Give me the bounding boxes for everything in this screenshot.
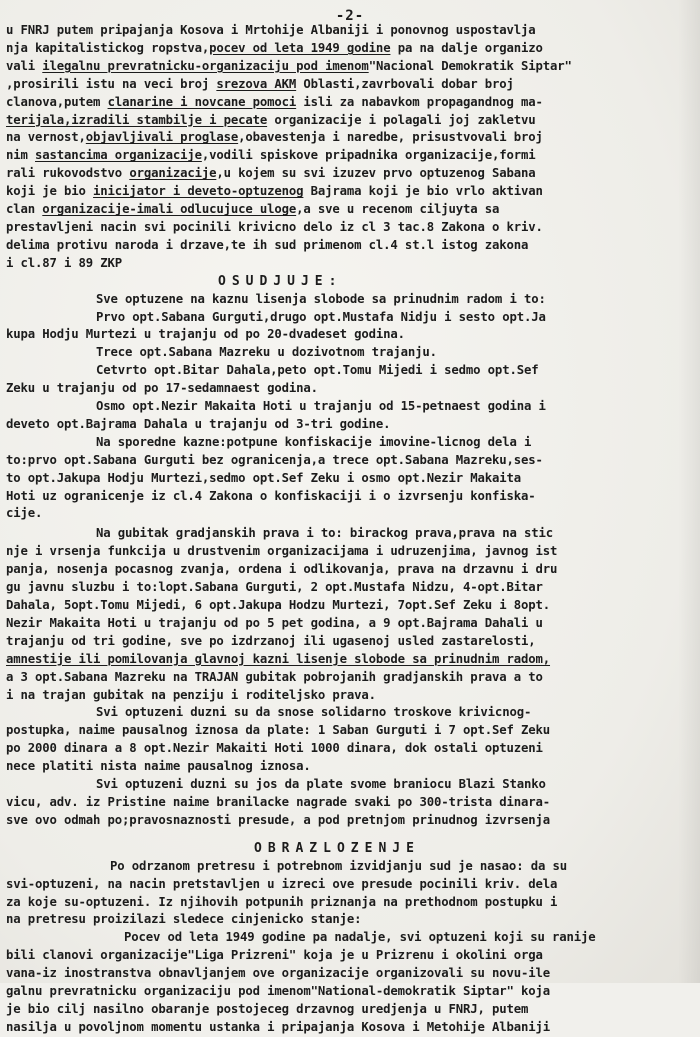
text-line — [6, 362, 690, 380]
text-line — [6, 965, 690, 983]
text-line — [6, 112, 690, 130]
text-run: clanova,putem — [6, 94, 108, 109]
text-run: na pretresu proizilazi sledece cinjenicko stanje: — [6, 912, 362, 927]
text-run: nim — [6, 148, 36, 163]
text-line — [6, 505, 690, 523]
text-line — [6, 22, 690, 40]
text-line — [6, 669, 690, 687]
section-heading: OSUDJUJE: — [218, 273, 343, 289]
text-run: Cetvrto opt.Bitar Dahala,peto opt.Tomu Mijedi i sedmo opt.Sef — [96, 363, 539, 378]
text-run: Dahala, 5opt.Tomu Mijedi, 6 opt.Jakupa Hodzu Murtezi, 7opt.Sef Zeku i 8opt. — [6, 598, 551, 612]
text-run: Po odrzanom pretresu i potrebnom izvidjanju sud je nasao: da su — [110, 858, 567, 873]
underlined-text: objavljivali proglase — [85, 130, 239, 145]
text-line — [6, 94, 690, 112]
text-line — [6, 722, 690, 740]
text-run: organizacije i polagali joj zakletvu — [267, 112, 536, 127]
text-run: nece platiti nista naime pausalnog iznosa. — [6, 759, 311, 774]
document-body — [6, 22, 690, 1037]
text-line — [6, 309, 690, 327]
text-line — [6, 488, 690, 506]
text-line — [6, 58, 690, 76]
text-line — [6, 76, 690, 94]
text-line — [6, 237, 690, 255]
text-line — [6, 255, 690, 273]
text-run: Bajrama koji je bio vrlo aktivan — [303, 184, 543, 199]
text-run: Osmo opt.Nezir Makaita Hoti u trajanju od 15-petnaest godina i — [96, 399, 546, 414]
text-run: ,prosirili istu na veci broj — [6, 76, 217, 91]
text-run: postupka, naime pausalnog iznosa da plate: 1 Saban Gurguti i 7 opt.Sef Zeku — [6, 723, 551, 738]
text-run: Prvo opt.Sabana Gurguti,drugo opt.Mustafa Nidju i sesto opt.Ja — [96, 309, 546, 324]
text-line — [6, 740, 690, 758]
text-line — [6, 794, 690, 812]
text-run: svi-optuzeni, na nacin pretstavljen u izreci ove presude pocinili kriv. dela — [6, 876, 558, 891]
text-run: Svi optuzeni duzni su jos da plate svome braniocu Blazi Stanko — [96, 777, 546, 792]
text-run: galnu prevratnicku organizaciju pod imenom"National-demokratik Siptar" koja — [6, 984, 551, 999]
text-run: Svi optuzeni duzni su da snose solidarno troskove krivicnog- — [96, 705, 532, 720]
text-line — [6, 543, 690, 561]
text-run: u FNRJ putem pripajanja Kosova i Mrtohije Albaniji i ponovnog uspostavlja — [6, 23, 536, 37]
text-run: ,u kojem su svi izuzev prvo optuzenog Sabana — [216, 166, 536, 181]
section-heading: OBRAZLOZENJE — [254, 840, 420, 856]
text-line — [6, 876, 690, 894]
text-line — [6, 651, 690, 669]
underlined-text: amnestije ili pomilovanja glavnoj kazni lisenje slobode sa prinudnim radom, — [6, 651, 551, 666]
text-run: clan — [6, 202, 43, 217]
underlined-text: organizacije — [129, 166, 217, 181]
text-run: Oblasti,zavrbovali dobar broj — [296, 76, 514, 91]
text-run: Sve optuzene na kaznu lisenja slobode sa prinudnim radom i to: — [96, 291, 546, 306]
text-run: nje i vrsenja funkcija u drustvenim organizacijama i udruzenjima, javnog ist — [6, 544, 558, 559]
text-line — [6, 380, 690, 398]
text-line — [6, 812, 690, 830]
text-run: je bio cilj nasilno obaranje postojeceg drzavnog uredjenja u FNRJ, putem — [6, 1001, 529, 1016]
text-line — [6, 597, 690, 615]
text-run: vicu, adv. iz Pristine naime branilacke nagrade svaki po 300-trista dinara- — [6, 794, 551, 809]
text-line — [6, 561, 690, 579]
text-run: sve ovo odmah po;pravosnaznosti presude, a pod pretnjom prinudnog izvrsenja — [6, 812, 551, 827]
text-line — [6, 344, 690, 362]
text-run: Na gubitak gradjanskih prava i to: birackog prava,prava na stic — [96, 526, 553, 541]
text-run: na vernost, — [6, 130, 86, 145]
text-run: Na sporedne kazne:potpune konfiskacije imovine-licnog dela i — [96, 434, 532, 449]
text-run: to:prvo opt.Sabana Gurguti bez ogranicenja,a trece opt.Sabana Mazreku,ses- — [6, 452, 543, 467]
page-number: -2- — [335, 8, 365, 24]
text-run: po 2000 dinara a 8 opt.Nezir Makaiti Hoti 1000 dinara, dok ostali optuzeni — [6, 741, 543, 756]
text-run: deveto opt.Bajrama Dahala u trajanju od 3-tri godine. — [6, 416, 391, 431]
text-line — [6, 633, 690, 651]
text-run: Zeku u trajanju od po 17-sedamnaest godina. — [6, 381, 318, 396]
text-line — [6, 147, 690, 165]
text-line — [6, 947, 690, 965]
underlined-text: terijala,izradili stambilje i pecate — [6, 112, 268, 127]
text-run: ,vodili spiskove pripadnika organizacije,formi — [201, 148, 536, 163]
text-line — [6, 40, 690, 58]
underlined-text: inicijator i deveto-optuzenog — [93, 184, 304, 199]
text-run: Pocev od leta 1949 godine pa nadalje, svi optuzeni koji su ranije — [124, 930, 596, 945]
text-line — [6, 398, 690, 416]
text-line — [6, 983, 690, 1001]
text-line — [6, 416, 690, 434]
text-line — [6, 201, 690, 219]
text-line — [6, 291, 690, 309]
text-line — [6, 579, 690, 597]
text-run: ,obavestenja i naredbe, prisustvovali broj — [238, 130, 543, 145]
text-run: vana-iz inostranstva obnavljanjem ove organizacije organizovali su novu-ile — [6, 966, 551, 981]
text-line — [6, 434, 690, 452]
text-run: i cl.87 i 89 ZKP — [6, 255, 123, 270]
text-line — [6, 929, 690, 947]
text-run: to opt.Jakupa Hodju Murtezi,sedmo opt.Sef Zeku i osmo opt.Nezir Makaita — [6, 470, 521, 485]
text-line — [6, 1019, 690, 1037]
text-line — [6, 470, 690, 488]
text-run: kupa Hodju Murtezi u trajanju od po 20-dvadeset godina. — [6, 327, 405, 342]
text-run: pa na dalje organizo — [390, 40, 543, 55]
text-run: i na trajan gubitak na penziju i roditeljsko prava. — [6, 687, 376, 702]
text-line — [6, 183, 690, 201]
underlined-text: srezova AKM — [216, 76, 297, 91]
text-line — [6, 687, 690, 705]
text-run: Hoti uz ogranicenje iz cl.4 Zakona o konfiskaciji i o izvrsenju konfiska- — [6, 488, 536, 503]
text-run: ,a sve u recenom ciljuyta sa — [296, 202, 500, 217]
text-run: Nezir Makaita Hoti u trajanju od po 5 pet godina, a 9 opt.Bajrama Dahali u — [6, 615, 543, 630]
text-line — [6, 858, 690, 876]
text-line — [6, 704, 690, 722]
text-line — [6, 894, 690, 912]
text-run: "Nacional Demokratik Siptar" — [368, 58, 572, 73]
text-run: isli za nabavkom propagandnog ma- — [296, 94, 543, 109]
underlined-text: sastancima organizacije — [35, 148, 202, 163]
underlined-text: pocev od leta 1949 godine — [209, 40, 391, 55]
underlined-text: organizacije-imali odlucujuce uloge — [42, 202, 297, 217]
text-run: cije. — [6, 506, 43, 521]
text-run: prestavljeni nacin svi pocinili krivicno delo iz cl 3 tac.8 Zakona o kriv. — [6, 219, 543, 234]
text-run: a 3 opt.Sabana Mazreku na TRAJAN gubitak pobrojanih gradjanskih prava a to — [6, 669, 543, 684]
text-line — [6, 129, 690, 147]
text-line — [6, 452, 690, 470]
text-run: bili clanovi organizacije"Liga Prizreni" koja je u Prizrenu i okolini orga — [6, 948, 543, 963]
text-run: Trece opt.Sabana Mazreku u dozivotnom trajanju. — [96, 345, 437, 360]
text-line — [6, 911, 690, 929]
underlined-text: clanarine i novcane pomoci — [107, 94, 297, 109]
underlined-text: ilegalnu prevratnicku-organizaciju pod imenom — [42, 58, 369, 73]
text-run: vali — [6, 58, 43, 73]
text-line — [6, 326, 690, 344]
text-run: delima protivu naroda i drzave,te ih sud primenom cl.4 st.l istog zakona — [6, 237, 529, 252]
text-run: trajanju od tri godine, sve po izdrzanoj ili ugasenoj usled zastarelosti, — [6, 633, 536, 648]
text-line — [6, 1001, 690, 1019]
text-line — [6, 776, 690, 794]
text-line — [6, 758, 690, 776]
text-run: za koje su-optuzeni. Iz njihovih potpunih priznanja na prethodnom postupku i — [6, 894, 558, 909]
text-line — [6, 615, 690, 633]
text-run: koji je bio — [6, 184, 94, 199]
text-run: nja kapitalistickog ropstva, — [6, 40, 210, 55]
text-run: panja, nosenja pocasnog zvanja, ordena i odlikovanja, prava na drzavnu i dru — [6, 562, 558, 577]
text-line — [6, 165, 690, 183]
text-run: gu javnu sluzbu i to:lopt.Sabana Gurguti, 2 opt.Mustafa Nidzu, 4-opt.Bitar — [6, 580, 543, 595]
text-line — [6, 525, 690, 543]
text-run: rali rukovodstvo — [6, 166, 130, 181]
text-line — [6, 219, 690, 237]
text-run: nasilja u povoljnom momentu ustanka i pripajanja Kosova i Metohije Albaniji — [6, 1019, 551, 1034]
